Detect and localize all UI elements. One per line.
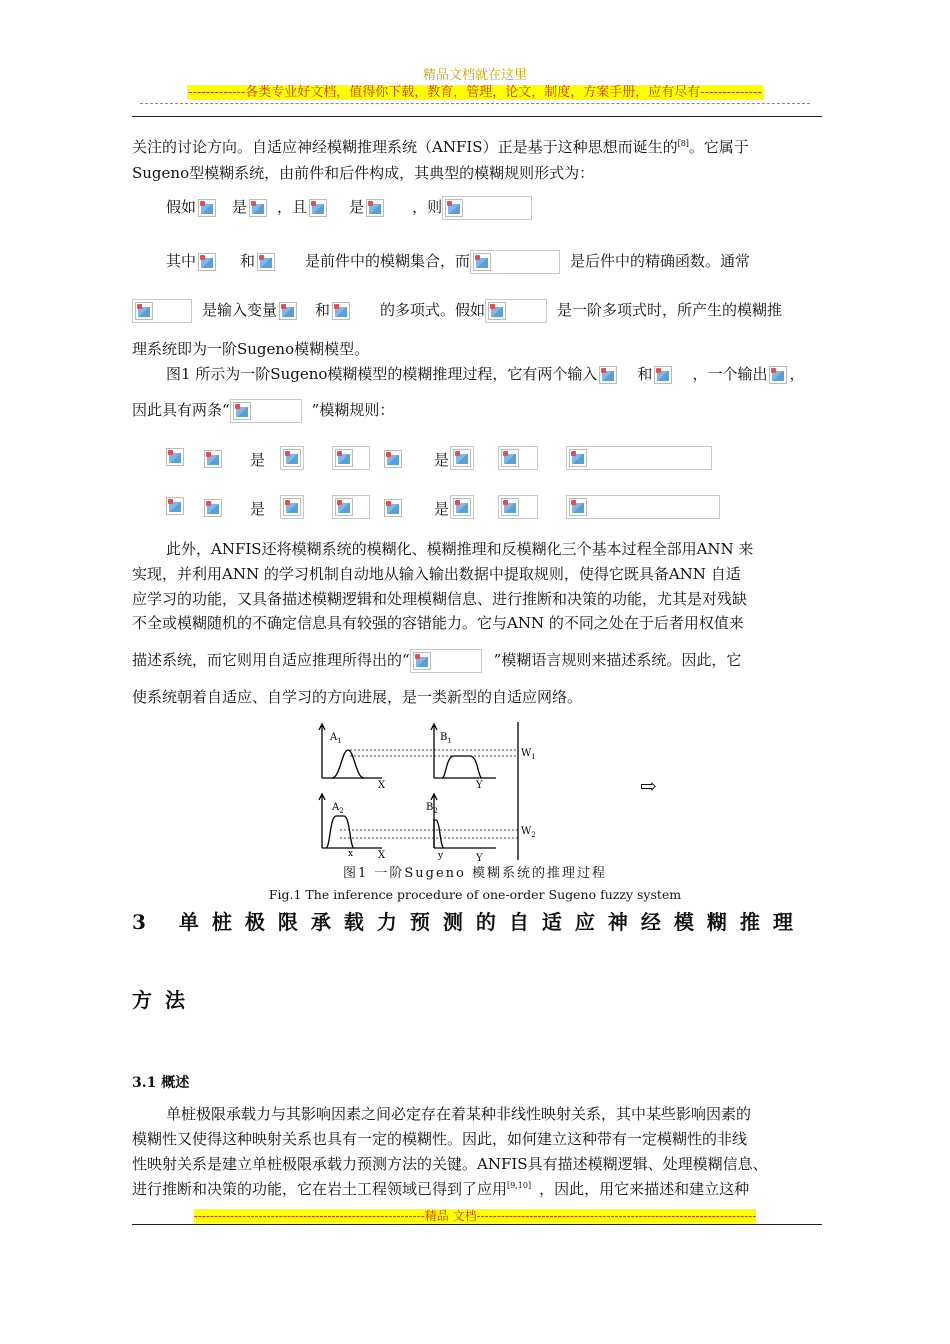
formula-field [470,250,560,274]
formula-image-icon [257,253,275,271]
formula-image-icon [166,497,184,515]
membership-curve-a1 [332,750,364,778]
para-line-input-vars: 是输入变量 和 的多项式。假如 是一阶多项式时，所产生的模糊推 [132,299,822,323]
formula-image-icon [335,449,353,467]
formula-image-icon [198,253,216,271]
formula-image-icon [279,302,297,320]
formula-image-icon [204,450,222,468]
formula-image-icon [135,302,153,320]
sec3-para-line2: 模糊性又使得这种映射关系也具有一定的模糊性。因此，如何建立这种带有一定模糊性的非线 [132,1130,748,1148]
sec3-para-line1: 单桩极限承载力与其影响因素之间必定存在着某种非线性映射关系，其中某些影响因素的 [166,1105,752,1123]
label-y-top: Y [476,780,483,791]
para2-line4: 不全或模糊随机的不确定信息具有较强的容错能力。它与ANN 的不同之处在于后者用权值来 [132,614,744,632]
sec3-para-line4: 进行推断和决策的功能，它在岩土工程领域已得到了应用[9,10] ，因此，用它来描述和建立这种 [132,1180,750,1198]
formula-image-icon [384,450,402,468]
formula-image-icon [283,498,301,516]
header-title: 精品文档就在这里 [422,68,527,83]
para-line-two-rules: 因此具有两条“ ”模糊规则： [132,399,822,423]
formula-image-icon [654,366,672,384]
para2-line6: 使系统朝着自适应、自学习的方向进展，是一类新型的自适应网络。 [132,688,583,706]
formula-image-icon [769,366,787,384]
formula-field [498,446,538,470]
formula-image-icon [198,199,216,217]
formula-field [450,495,474,519]
formula-image-icon [569,449,587,467]
label-w1: $W_1$ [521,748,536,761]
para1-line1: 关注的讨论方向。自适应神经模糊推理系统（ANFIS）正是基于这种思想而诞生的[8]。它属于 [132,138,749,156]
label-w2: $W_2$ [521,826,536,839]
footer-banner [0,1207,950,1224]
formula-field [485,299,547,323]
label-x-top: X [378,780,386,791]
section-heading-line2: 方法 [132,988,198,1012]
formula-image-icon [473,253,491,271]
formula-image-icon [233,402,251,420]
membership-curve-b2 [434,820,444,848]
formula-field [442,196,532,220]
formula-field [280,446,304,470]
header-dash-divider [140,103,810,104]
formula-image-icon [166,448,184,466]
para2-line5: 描述系统，而它则用自适应推理所得出的“ ”模糊语言规则来描述系统。因此，它 [132,649,822,673]
para-line-fig-ref: 图1 所示为一阶Sugeno模糊模型的模糊推理过程，它有两个输入 和 ，一个输出 ， [166,365,805,383]
formula-image-icon [384,499,402,517]
header-banner [0,81,950,100]
para-line-qizhong: 其中 和 是前件中的模糊集合，而 是后件中的精确函数。通常 [166,250,856,274]
formula-image-icon [283,449,301,467]
section-heading-line1: 3 单桩极限承载力预测的自适应神经模糊推理 [132,910,806,934]
footer-banner-text: ---------------------------------------------------------精品 文档--------------------------------------------------------------------- [193,1209,757,1223]
formula-image-icon [249,199,267,217]
para-line-sugeno: 理系统即为一阶Sugeno模糊模型。 [132,340,370,358]
formula-field [332,446,370,470]
formula-field [410,649,482,673]
formula-image-icon [501,449,519,467]
label-y-input: y [438,851,444,861]
label-b2: $B_2$ [426,802,438,815]
para2-line2: 实现，并利用ANN 的学习机制自动地从输入输出数据中提取规则，使得它既具备ANN 自适 [132,565,741,583]
formula-field [566,446,712,470]
formula-image-icon [366,199,384,217]
citation-ref: [8] [677,139,689,148]
rule-form-line: 假如 是 ，且 是 ，则 [166,196,856,220]
formula-image-icon [413,652,431,670]
formula-field [498,495,538,519]
formula-field [280,495,304,519]
formula-image-icon [309,199,327,217]
formula-image-icon [488,302,506,320]
rule-2: 是 是 [164,495,724,521]
formula-image-icon [599,366,617,384]
subsection-heading: 3.1 概述 [132,1075,190,1091]
figure-1-diagram [310,720,560,862]
citation-ref: [9,10] [507,1181,532,1190]
label-a1: $A_1$ [330,732,342,745]
formula-image-icon [204,499,222,517]
formula-image-icon [332,302,350,320]
formula-image-icon [569,498,587,516]
para2-line3: 应学习的功能，又具备描述模糊逻辑和处理模糊信息、进行推断和决策的功能，尤其是对残缺 [132,590,748,608]
formula-field [230,399,302,423]
para1-line2: Sugeno型模糊系统，由前件和后件构成，其典型的模糊规则形式为： [132,164,595,182]
formula-field [566,495,720,519]
membership-curve-a2 [326,816,354,848]
label-b1: $B_1$ [440,732,452,745]
formula-image-icon [501,498,519,516]
formula-image-icon [445,199,463,217]
formula-image-icon [453,498,471,516]
label-a2: $A_2$ [332,802,344,815]
formula-image-icon [335,498,353,516]
figure-caption-cn: 图1 一阶Sugeno 模糊系统的推理过程 [342,866,608,881]
formula-image-icon [453,449,471,467]
figure-caption-en: Fig.1 The inference procedure of one-order Sugeno fuzzy system [268,887,682,902]
formula-field [332,495,370,519]
output-arrow-icon: ⇨ [640,774,657,798]
label-x-bottom: X [378,850,386,861]
sec3-para-line3: 性映射关系是建立单桩极限承载力预测方法的关键。ANFIS具有描述模糊逻辑、处理模糊信息、 [132,1155,768,1173]
label-y-bottom: Y [476,853,483,862]
formula-field [450,446,474,470]
membership-curve-b1 [442,756,482,778]
header-banner-text: -------------各类专业好文档，值得你下载，教育，管理，论文，制度，方案手册，应有尽有-------------- [188,85,762,100]
rule-1: 是 是 [164,446,724,472]
formula-field [132,299,192,323]
footer-rule [132,1224,822,1225]
para2-line1: 此外，ANFIS还将模糊系统的模糊化、模糊推理和反模糊化三个基本过程全部用ANN 来 [166,540,754,558]
label-x-input: x [348,849,354,859]
header-rule [132,116,822,117]
